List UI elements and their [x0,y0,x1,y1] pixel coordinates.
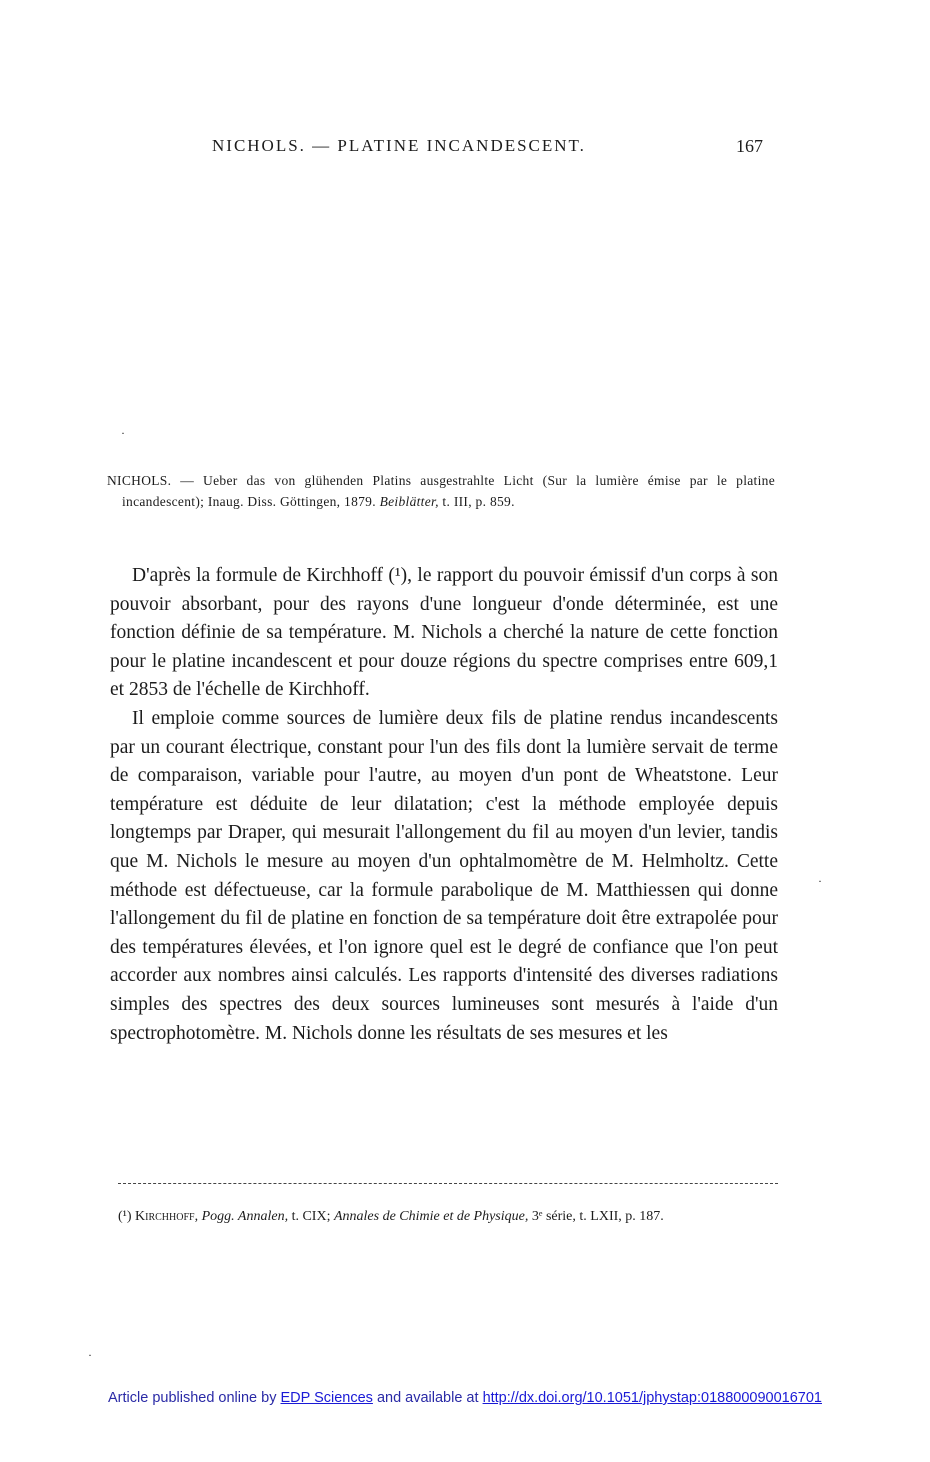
footnote-marker: (¹) [118,1209,136,1224]
publisher-link[interactable]: EDP Sciences [280,1390,373,1406]
footnote-source-1: Pogg. Annalen, [198,1209,289,1224]
footnote-divider [118,1183,778,1184]
doi-link[interactable]: http://dx.doi.org/10.1051/jphystap:018800090016701 [482,1390,822,1406]
abstract-volume: t. III, p. 859. [438,494,515,509]
stray-mark: · [88,1348,92,1362]
running-title: NICHOLS. — PLATINE INCANDESCENT. [212,136,586,155]
abstract-reference-text [107,470,775,512]
publisher-prefix: Article published online by [108,1390,281,1406]
publisher-line [0,1390,930,1406]
abstract-author: NICHOLS. [107,473,172,488]
body-text [110,562,778,1048]
footnote-author: Kirchhoff, [135,1209,199,1224]
publisher-middle: and available at [372,1390,483,1406]
page-number: 167 [736,136,763,156]
body-paragraph-2: Il emploie comme sources de lumière deux fils de platine rendus incandescents par un courant électrique, constant pour l'un des fils dont la lumière servait de terme de comparaison, variable pour l'autre, au moyen d'un pont de Wheatstone. Leur température est déduite de leur dilatation; c'est la méthode employée depuis longtemps par Draper, qui mesurait l'allongement du fil au moyen d'un levier, tandis que M. Nichols le mesure au moyen d'un ophtalmomètre de M. Helmholtz. Cette méthode est défectueuse, car la formule parabolique de M. Matthiessen qui donne l'allongement du fil de platine en fonction de sa température doit être extrapolée pour des températures élevées, et l'on ignore quel est le degré de confiance que l'on peut accorder aux nombres ainsi calculés. Les rapports d'intensité des diverses radiations simples des spectres des deux sources lumineuses sont mesurés à l'aide d'un spectrophotomètre. M. Nichols donne les résultats de ses mesures et les [110,707,778,1044]
footnote-volume-2: 3ᵉ série, t. LXII, p. 187. [528,1209,664,1224]
abstract-journal: Beiblätter, [379,494,439,509]
footnote-volume-1: t. CIX; [288,1209,334,1224]
footnote-source-2: Annales de Chimie et de Physique, [333,1209,529,1224]
footnote [118,1206,782,1227]
running-head [0,136,930,160]
body-paragraph-1: D'après la formule de Kirchhoff (¹), le rapport du pouvoir émissif d'un corps à son pouvoir absorbant, pour des rayons d'une longueur d'onde déterminée, est une fonction définie de sa température. M. Nichols a cherché la nature de cette fonction pour le platine incandescent et pour douze régions du spectre comprises entre 609,1 et 2853 de l'échelle de Kirchhoff. [110,565,778,701]
stray-mark: · [121,426,125,440]
abstract-citation: — Ueber das von glühenden Platins ausgestrahlte Licht (Sur la lumière émise par le platine incandescent); Inaug. Diss. Göttingen, 1879. [122,473,775,509]
stray-mark: · [818,874,822,888]
abstract-reference [107,470,775,512]
